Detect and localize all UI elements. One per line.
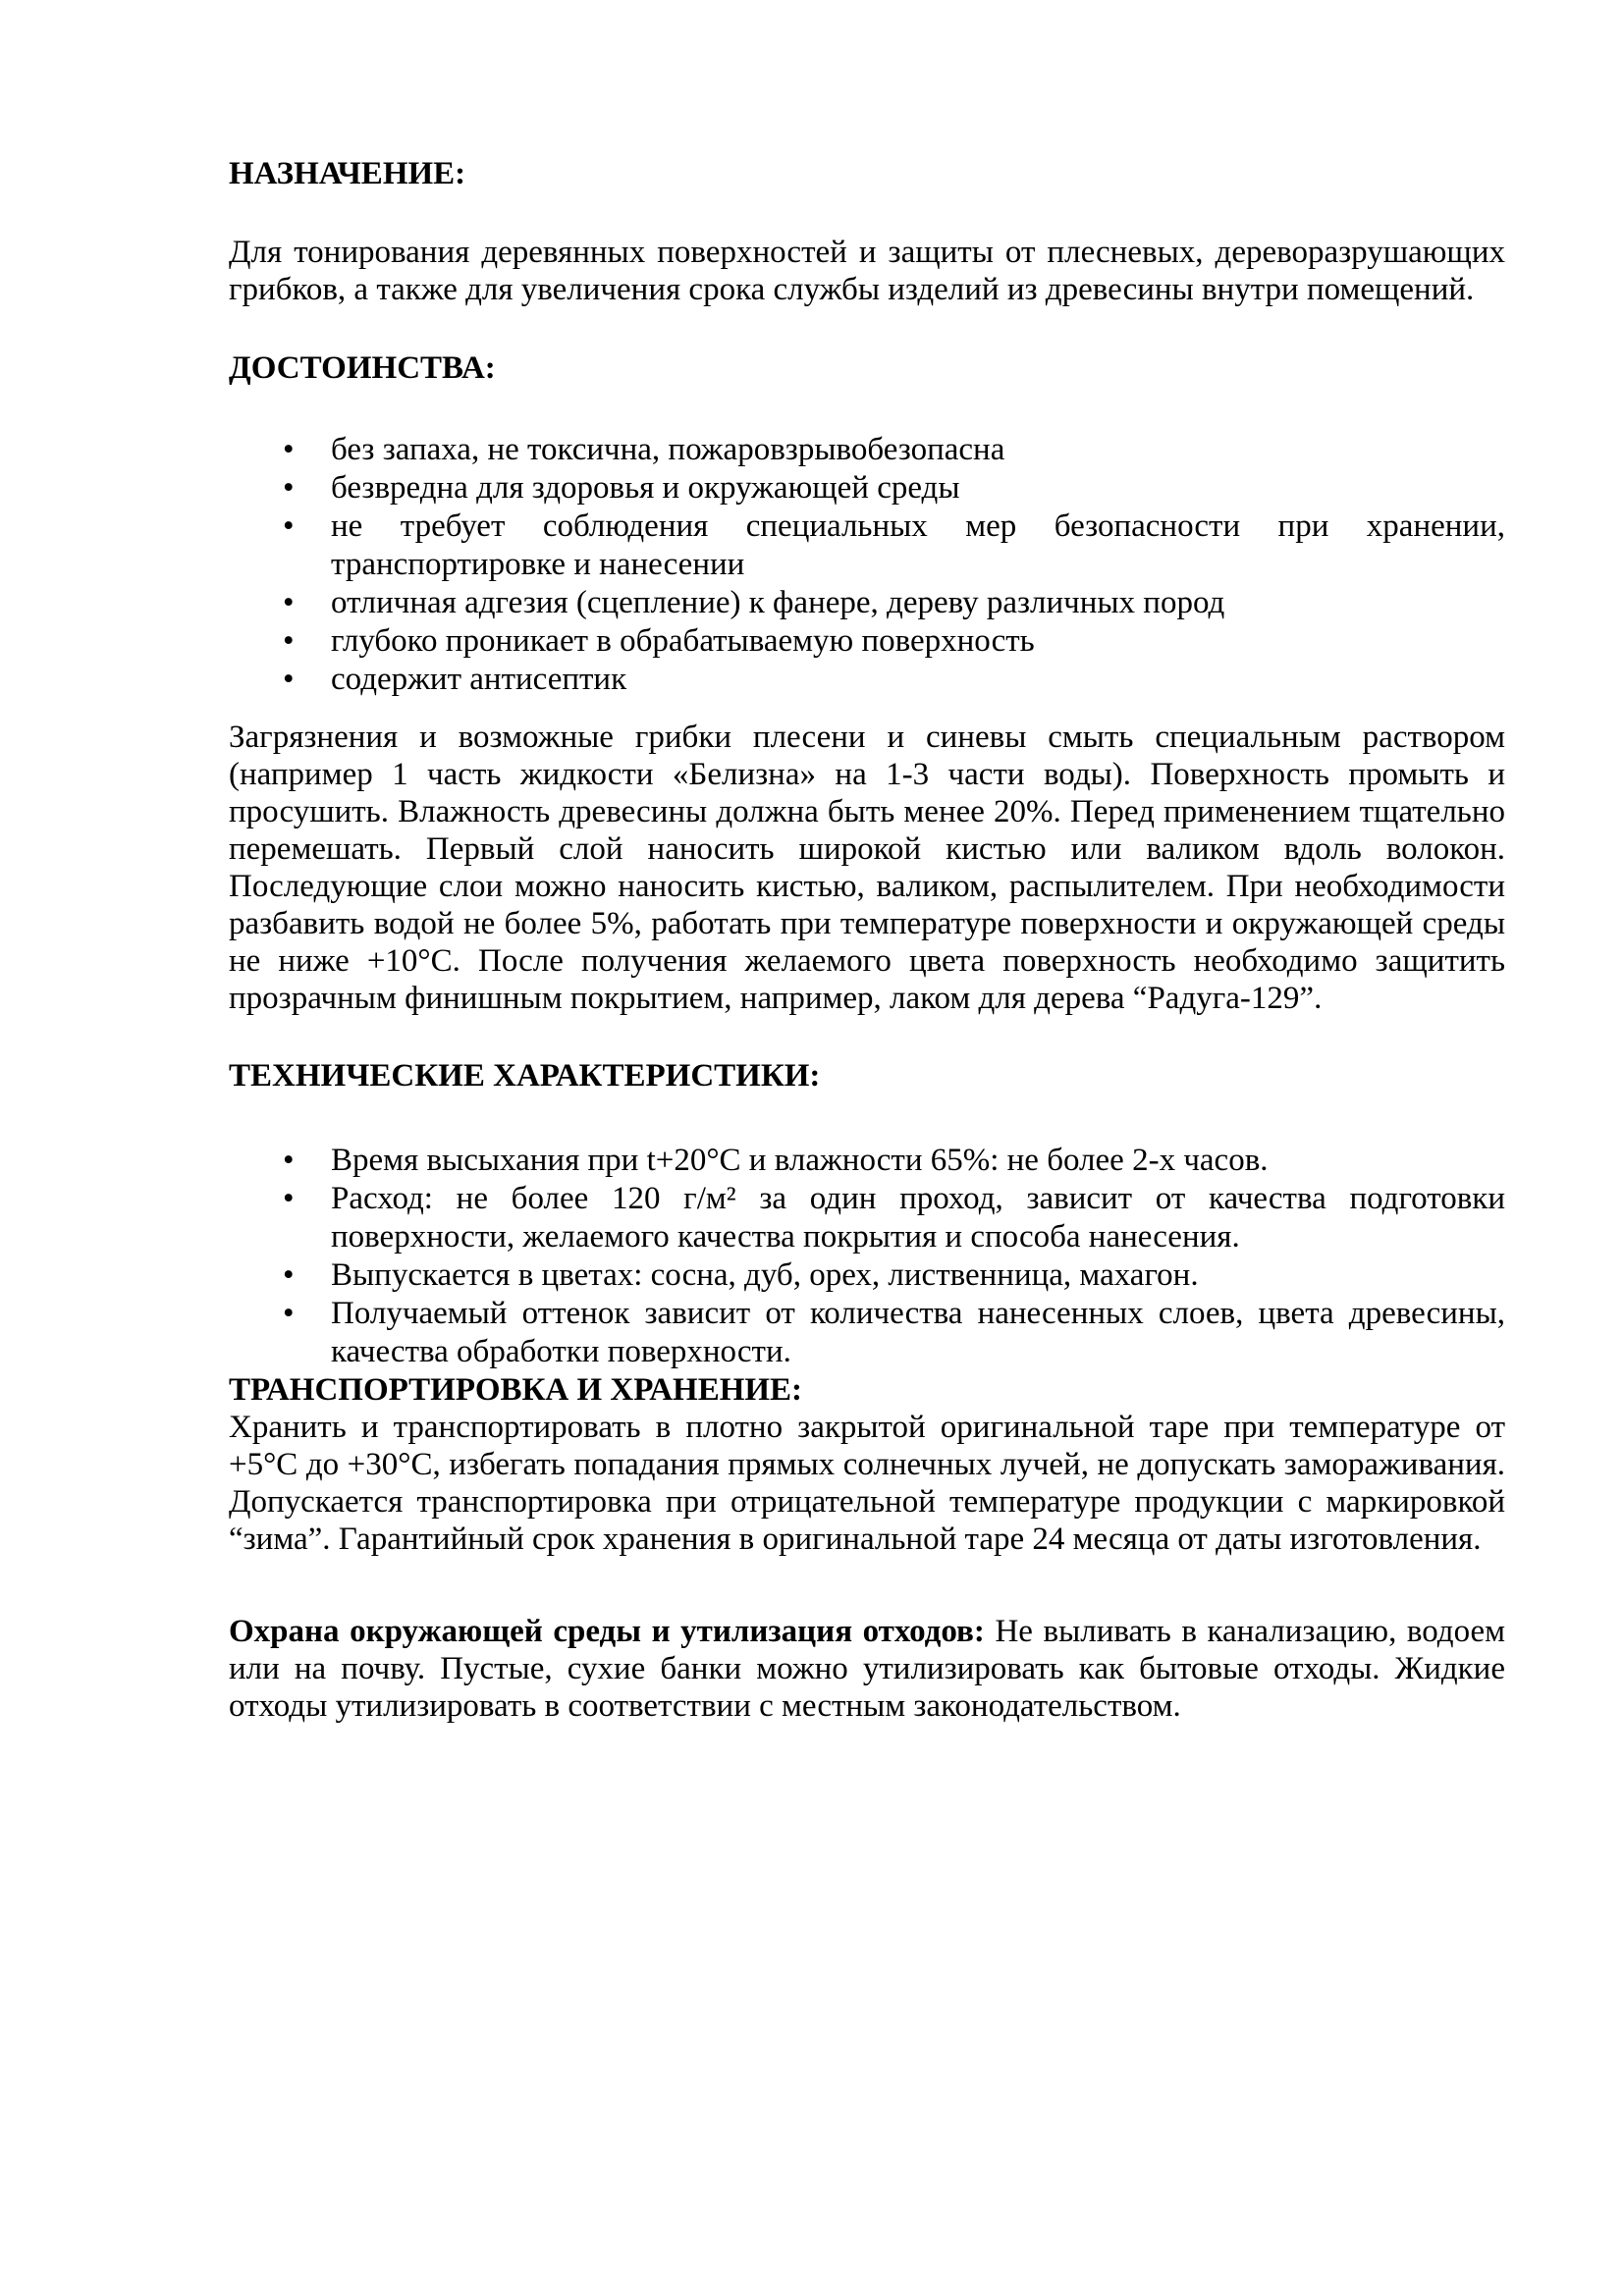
list-item-text: Получаемый оттенок зависит от количества нанесенных слоев, цвета древесины, качества обработки поверхности. [331, 1296, 1505, 1369]
bullet-icon: • [283, 432, 295, 467]
environment-lead: Охрана окружающей среды и утилизация отходов: [229, 1614, 985, 1649]
list-item-text: отличная адгезия (сцепление) к фанере, дереву различных пород [331, 585, 1225, 620]
environment-text: Не выливать в канализацию, водоем или на почву. Пустые, сухие банки можно утилизировать как бытовые отходы. Жидкие отходы утилизировать в соответствии с местным законодательством. [229, 1614, 1506, 1724]
list-item [229, 622, 1505, 661]
list-item-text: Выпускается в цветах: сосна, дуб, орех, лиственница, махагон. [331, 1257, 1199, 1293]
bullet-icon: • [283, 1257, 295, 1293]
list-item [229, 661, 1505, 699]
para-environment [229, 1613, 1505, 1725]
list-item [229, 431, 1505, 469]
para-purpose: Для тонирования деревянных поверхностей и защиты от плесневых, дереворазрушающих грибков, а также для увеличения срока службы изделий из древесины внутри помещений. [229, 235, 1505, 307]
bullet-icon: • [283, 623, 295, 659]
bullet-icon: • [283, 1143, 295, 1178]
bullet-icon: • [283, 508, 295, 544]
list-item-text: безвредна для здоровья и окружающей среды [331, 470, 960, 506]
heading-specs: ТЕХНИЧЕСКИЕ ХАРАКТЕРИСТИКИ: [229, 1058, 821, 1094]
list-item [229, 1180, 1505, 1256]
advantages-list [229, 431, 1505, 699]
list-item-text: без запаха, не токсична, пожаровзрывобезопасна [331, 432, 1005, 467]
para-application: Загрязнения и возможные грибки плесени и синевы смыть специальным раствором (например 1 часть жидкости «Белизна» на 1-3 части воды). Поверхность промыть и просушить. Влажность древесины должна быть менее 20%. Перед применением тщательно перемешать. Первый слой наносить широкой кистью или валиком вдоль волокон. Последующие слои можно наносить кистью, валиком, распылителем. При необходимости разбавить водой не более 5%, работать при температуре поверхности и окружающей среды не ниже +10°С. После получения желаемого цвета поверхность необходимо защитить прозрачным финишным покрытием, например, лаком для дерева “Радуга-129”. [229, 720, 1505, 1016]
para-transport: Хранить и транспортировать в плотно закрытой оригинальной таре при температуре от +5°С до +30°С, избегать попадания прямых солнечных лучей, не допускать замораживания. Допускается транспортировка при отрицательной температуре продукции с маркировкой “зима”. Гарантийный срок хранения в оригинальной таре 24 месяца от даты изготовления. [229, 1410, 1505, 1557]
heading-advantages: ДОСТОИНСТВА: [229, 350, 496, 386]
list-item [229, 1142, 1505, 1180]
bullet-icon: • [283, 1181, 295, 1216]
specs-list [229, 1142, 1505, 1371]
bullet-icon: • [283, 585, 295, 620]
bullet-icon: • [283, 1296, 295, 1331]
list-item-text: содержит антисептик [331, 662, 627, 697]
list-item [229, 584, 1505, 622]
list-item [229, 469, 1505, 507]
bullet-icon: • [283, 470, 295, 506]
list-item-text: Расход: не более 120 г/м² за один проход, зависит от качества подготовки поверхности, желаемого качества покрытия и способа нанесения. [331, 1181, 1505, 1255]
list-item [229, 1295, 1505, 1371]
list-item [229, 507, 1505, 584]
heading-purpose: НАЗНАЧЕНИЕ: [229, 156, 466, 191]
heading-transport: ТРАНСПОРТИРОВКА И ХРАНЕНИЕ: [229, 1372, 803, 1408]
bullet-icon: • [283, 662, 295, 697]
list-item-text: глубоко проникает в обрабатываемую поверхность [331, 623, 1035, 659]
list-item [229, 1256, 1505, 1295]
list-item-text: не требует соблюдения специальных мер безопасности при хранении, транспортировке и нанесении [331, 508, 1505, 582]
list-item-text: Время высыхания при t+20°С и влажности 65%: не более 2-х часов. [331, 1143, 1269, 1178]
